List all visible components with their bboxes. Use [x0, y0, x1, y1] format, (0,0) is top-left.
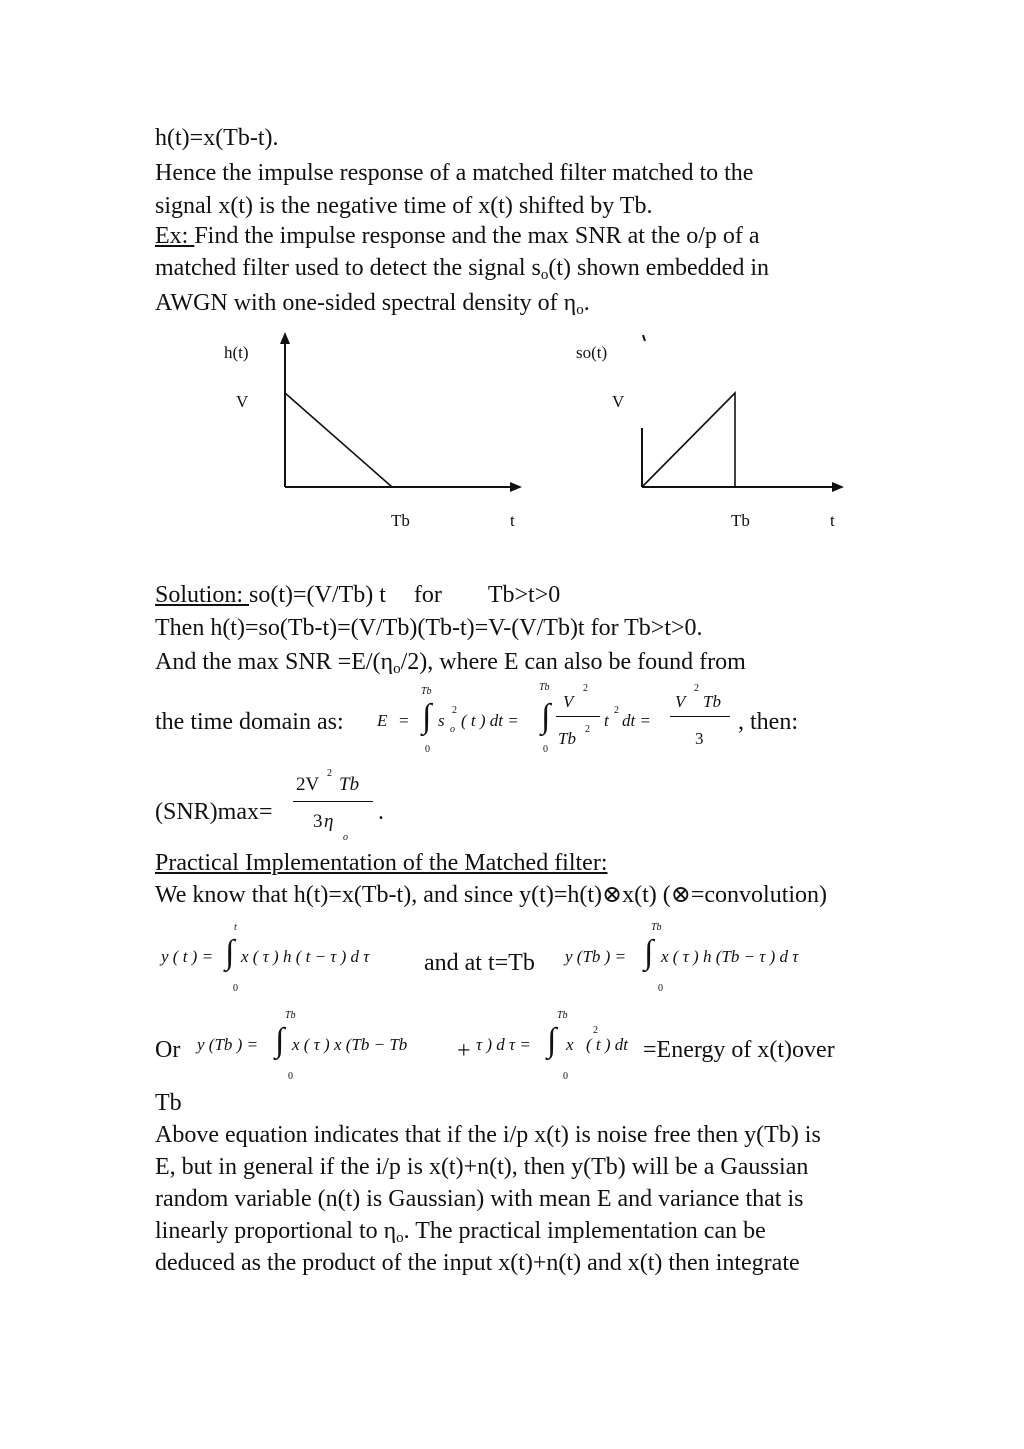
eq-result-exp: 2	[694, 683, 699, 694]
practical-line-1: We know that h(t)=x(Tb-t), and since y(t)=h(t)⊗x(t) (⊗=convolution)	[155, 882, 828, 908]
eq-s: s	[438, 711, 445, 730]
eq2-integrand: x ( τ ) h (Tb − τ ) d τ	[661, 947, 799, 966]
eq-t-exp: 2	[614, 705, 619, 716]
example-sub-o-2: o	[576, 302, 584, 318]
practical-heading: Practical Implementation of the Matched filter:	[155, 850, 608, 876]
right-figure-title: so(t)	[576, 343, 608, 362]
example-text-1: Find the impulse response and the max SNR at the o/p of a	[194, 223, 760, 249]
eq-lower-limit-2: 0	[543, 744, 548, 755]
solution-for: for	[413, 582, 442, 608]
integral-sign: ∫	[644, 934, 654, 971]
eq-upper-limit-2: Tb	[539, 682, 550, 693]
solution-text-3a: And the max SNR =E/(	[155, 649, 381, 675]
integral-sign: ∫	[225, 934, 235, 971]
snr-den-eta: η	[324, 811, 334, 832]
eq3-lower: 0	[288, 1071, 293, 1082]
solution-label: Solution:	[155, 582, 250, 608]
snr-num-Tb: Tb	[339, 774, 360, 795]
eq-result-V: V	[675, 692, 686, 711]
intro-line-2: Hence the impulse response of a matched filter matched to the	[155, 160, 754, 186]
eq4-upper: Tb	[557, 1010, 568, 1021]
eq-lower-limit: 0	[425, 744, 430, 755]
eq3-tail: τ ) d τ =	[476, 1035, 531, 1054]
left-figure-v-label: V	[236, 392, 249, 411]
eq-frac-den-Tb: Tb	[558, 729, 576, 748]
fraction-bar	[556, 716, 600, 717]
integral-sign: ∫	[541, 698, 551, 735]
intro-line-1: h(t)=x(Tb-t).	[155, 125, 279, 151]
fraction-bar	[293, 801, 373, 802]
eq1-upper: t	[234, 922, 237, 933]
left-figure-t-label: t	[510, 511, 515, 530]
right-figure-v-label: V	[612, 392, 625, 411]
conclusion-line-3: random variable (n(t) is Gaussian) with mean E and variance that is	[155, 1186, 804, 1212]
fraction-bar	[670, 716, 730, 717]
eq3-plus: +	[457, 1038, 471, 1064]
eq-equals: =	[399, 711, 409, 730]
eq-t: t	[604, 711, 609, 730]
integral-sign: ∫	[422, 698, 432, 735]
eq-result-3: 3	[695, 729, 704, 748]
example-text-3b: .	[583, 290, 590, 316]
eq-frac-num-exp: 2	[583, 683, 588, 694]
eq3-integrand: x ( τ ) x (Tb − Tb	[292, 1035, 408, 1054]
solution-line-3	[155, 647, 746, 684]
integral-sign: ∫	[547, 1022, 557, 1059]
example-sub-o: o	[540, 267, 549, 283]
snr-num-2V: 2V	[296, 774, 320, 795]
intro-line-3: signal x(t) is the negative time of x(t) shifted by Tb.	[155, 193, 653, 219]
conclusion-line-1: Above equation indicates that if the i/p x(t) is noise free then y(Tb) is	[155, 1122, 821, 1148]
eq-frac-den-exp: 2	[585, 724, 590, 735]
conclusion-sub-o: o	[396, 1230, 404, 1246]
right-figure-t-label: t	[830, 511, 835, 530]
eq4-lower: 0	[563, 1071, 568, 1082]
eq-sub-o: o	[450, 724, 455, 735]
conclusion-line-5: deduced as the product of the input x(t)+n(t) and x(t) then integrate	[155, 1250, 800, 1276]
snr-den-sub-o: o	[343, 832, 348, 843]
eq4-x: x	[566, 1035, 574, 1054]
snr-label: (SNR)max=	[155, 799, 273, 825]
solution-line-1	[155, 580, 560, 610]
eq4-tail: ( t ) dt	[586, 1035, 629, 1054]
eq-result-Tb: Tb	[703, 692, 721, 711]
right-signal-curve	[642, 393, 735, 487]
conclusion-line-2: E, but in general if the i/p is x(t)+n(t), then y(Tb) will be a Gaussian	[155, 1154, 809, 1180]
energy-text: =Energy of x(t)over	[643, 1037, 835, 1063]
eq2-lower: 0	[658, 983, 663, 994]
eq2-upper: Tb	[651, 922, 662, 933]
eq2-lhs: y (Tb ) =	[565, 947, 627, 966]
tb-line: Tb	[155, 1090, 182, 1116]
conclusion-text-4b: . The practical implementation can be	[403, 1218, 766, 1244]
signal-figures	[0, 0, 1024, 560]
example-text-2a: matched filter used to detect the signal s	[155, 255, 541, 281]
snr-period: .	[378, 799, 384, 825]
solution-line-4: the time domain as:	[155, 709, 344, 735]
example-text-2b: (t) shown embedded in	[548, 255, 769, 281]
eq1-integrand: x ( τ ) h ( t − τ ) d τ	[241, 947, 370, 966]
integral-sign: ∫	[275, 1022, 285, 1059]
solution-text-1a: so(t)=(V/Tb) t	[249, 582, 386, 608]
eq-exp-2: 2	[452, 705, 457, 716]
left-impulse-response-curve	[285, 393, 392, 487]
example-label: Ex:	[155, 223, 195, 249]
solution-text-3b: /2), where E can also be found from	[400, 649, 746, 675]
eq-frac-num-V: V	[563, 692, 574, 711]
left-figure-axes	[280, 332, 522, 492]
eq1-lower: 0	[233, 983, 238, 994]
snr-num-exp: 2	[327, 768, 332, 779]
right-figure-tb-label: Tb	[731, 511, 750, 530]
solution-sub-o: o	[393, 661, 401, 677]
example-text-3a: AWGN with one-sided spectral density of	[155, 290, 564, 316]
right-figure-axes	[642, 335, 844, 492]
eq1-lhs: y ( t ) =	[161, 947, 214, 966]
eq-upper-limit: Tb	[421, 686, 432, 697]
eq3-lhs: y (Tb ) =	[197, 1035, 259, 1054]
left-figure-title: h(t)	[224, 343, 249, 362]
eq3-upper: Tb	[285, 1010, 296, 1021]
eq4-exp: 2	[593, 1025, 598, 1036]
solution-condition: Tb>t>0	[487, 582, 561, 608]
snr-den-3: 3	[313, 811, 323, 832]
conclusion-text-4a: linearly proportional to	[155, 1218, 384, 1244]
and-at-label: and at t=Tb	[424, 950, 535, 976]
eq-arg: ( t ) dt =	[461, 711, 519, 730]
eta-symbol: η	[383, 1218, 397, 1244]
eta-symbol: η	[380, 649, 394, 675]
solution-line-2: Then h(t)=so(Tb-t)=(V/Tb)(Tb-t)=V-(V/Tb)t for Tb>t>0.	[155, 615, 703, 641]
or-label: Or	[155, 1037, 181, 1063]
eq-E: E	[377, 711, 388, 730]
eq-dt: dt =	[622, 711, 651, 730]
left-figure-tb-label: Tb	[391, 511, 410, 530]
eta-symbol: η	[563, 290, 577, 316]
solution-then: , then:	[738, 709, 798, 735]
